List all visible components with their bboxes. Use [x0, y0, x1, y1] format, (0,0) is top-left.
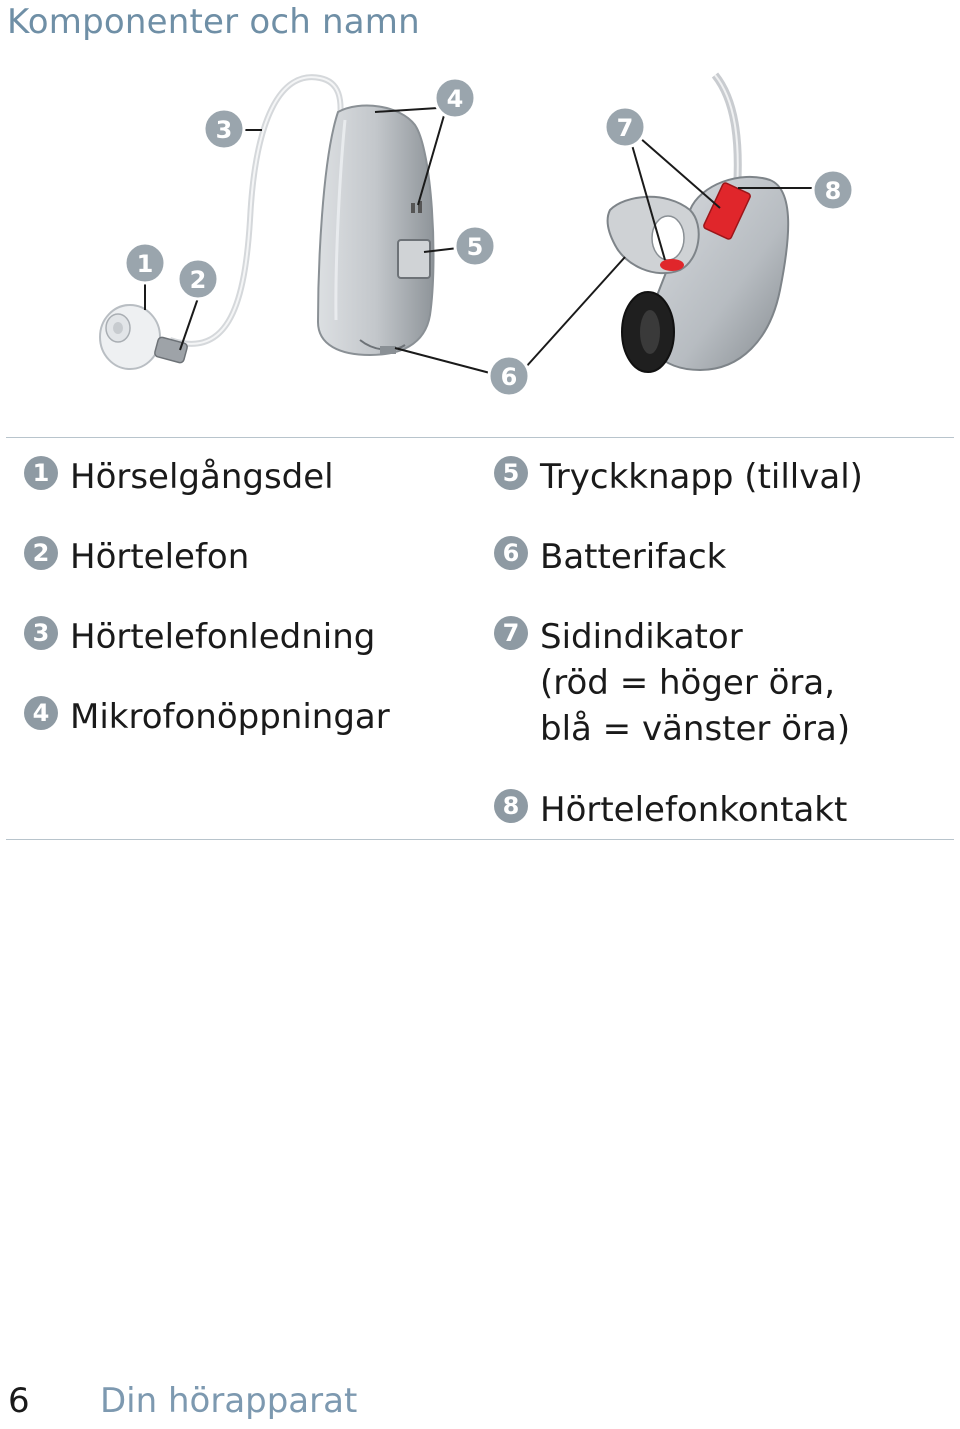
legend-number: 7	[494, 616, 528, 650]
svg-text:1: 1	[136, 250, 154, 278]
legend-item-7	[494, 614, 850, 752]
legend-label: Hörtelefon	[70, 537, 250, 577]
legend-number: 4	[24, 696, 58, 730]
legend-number: 5	[494, 456, 528, 490]
callout-5	[455, 226, 495, 266]
legend-label: Batterifack	[540, 537, 727, 577]
svg-text:3: 3	[215, 116, 233, 144]
side-indicator-small	[660, 259, 684, 271]
ear-dome	[100, 305, 160, 369]
legend-item-8	[494, 787, 847, 833]
legend-label: Tryckknapp (tillval)	[540, 457, 863, 497]
page-title: Komponenter och namn	[7, 2, 420, 42]
legend-number: 6	[494, 536, 528, 570]
legend-item-5	[494, 454, 863, 500]
page-number: 6	[8, 1381, 30, 1421]
footer-section-title: Din hörapparat	[100, 1381, 358, 1421]
legend-number: 8	[494, 789, 528, 823]
callout-1	[125, 243, 165, 283]
svg-text:4: 4	[446, 85, 464, 113]
push-button	[398, 240, 430, 278]
callout-6	[489, 356, 529, 396]
legend-item-2	[24, 534, 249, 580]
legend-item-4	[24, 694, 390, 740]
legend-number: 3	[24, 616, 58, 650]
legend-number: 2	[24, 536, 58, 570]
divider-bottom	[6, 839, 954, 840]
legend-number: 1	[24, 456, 58, 490]
legend-item-6	[494, 534, 726, 580]
legend-label: Hörselgångsdel	[70, 457, 334, 497]
callout-3	[204, 109, 244, 149]
svg-text:2: 2	[189, 266, 207, 294]
legend-label: Hörtelefonledning	[70, 617, 376, 657]
svg-text:7: 7	[616, 114, 634, 142]
legend-label: Hörtelefonkontakt	[540, 790, 848, 830]
callout-8	[813, 170, 853, 210]
callout-7	[605, 107, 645, 147]
svg-text:6: 6	[500, 363, 518, 391]
divider-top	[6, 437, 954, 438]
legend-item-1	[24, 454, 334, 500]
callout-2	[178, 259, 218, 299]
svg-text:8: 8	[824, 177, 842, 205]
hearing-aid-illustration	[0, 60, 960, 410]
svg-text:5: 5	[466, 233, 484, 261]
legend-label: Mikrofonöppningar	[70, 697, 390, 737]
legend-item-3	[24, 614, 375, 660]
legend-label: Sidindikator (röd = höger öra, blå = vänster öra)	[540, 617, 851, 749]
callout-4	[435, 78, 475, 118]
